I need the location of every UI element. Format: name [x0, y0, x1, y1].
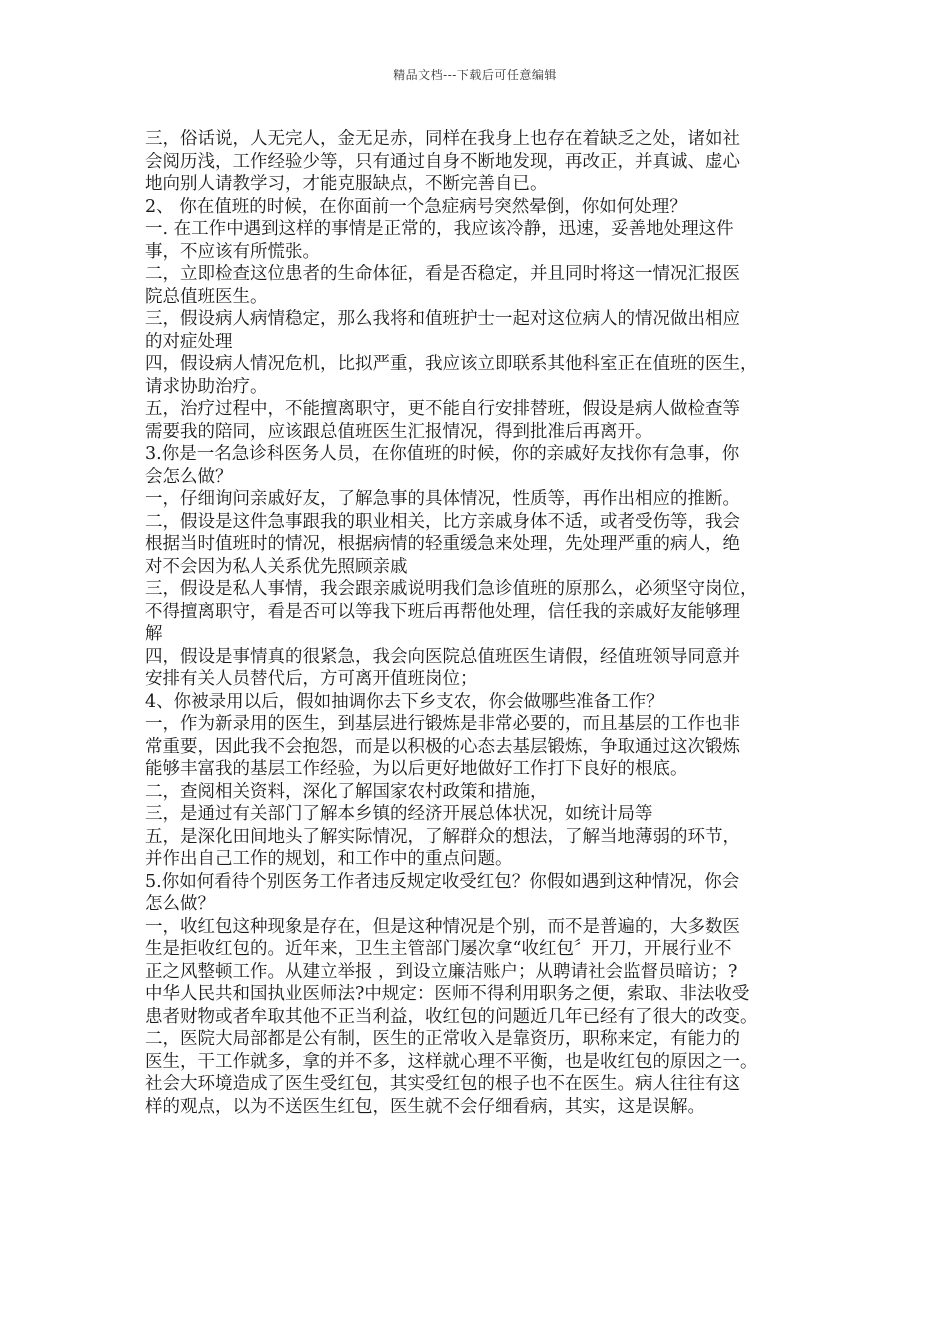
text-line: 请求协助治疗。: [145, 376, 268, 397]
text-line: 安排有关人员替代后，方可离开值班岗位；: [145, 669, 478, 689]
text-line: 会怎么做？: [145, 466, 233, 487]
text-line: 五，是深化田间地头了解实际情况，了解群众的想法，了解当地薄弱的环节，: [145, 826, 740, 847]
text-line: 根据当时值班时的情况，根据病情的轻重缓急来处理，先处理严重的病人，绝: [145, 534, 740, 554]
text-line: 并作出自己工作的规划，和工作中的重点问题。: [145, 849, 513, 869]
text-line: 会阅历浅，工作经验少等，只有通过自身不断地发现，再改正，并真诚、虚心: [145, 151, 740, 172]
text-line: 怎么做？: [145, 894, 215, 914]
text-line: 三，假设病人病情稳定，那么我将和值班护士一起对这位病人的情况做出相应: [145, 309, 740, 329]
text-line: 对不会因为私人关系优先照顾亲戚: [145, 556, 408, 577]
text-line: 社会大环境造成了医生受红包，其实受红包的根子也不在医生。病人往往有这: [145, 1074, 740, 1094]
text-line: 五，治疗过程中，不能擅离职守，更不能自行安排替班，假设是病人做检查等: [145, 399, 740, 419]
text-line: 一. 在工作中遇到这样的事情是正常的，我应该冷静，迅速，妥善地处理这件: [145, 219, 734, 239]
text-line: 二，立即检查这位患者的生命体征，看是否稳定，并且同时将这一情况汇报医: [145, 264, 740, 284]
text-line: 常重要，因此我不会抱怨，而是以积极的心态去基层锻炼，争取通过这次锻炼: [145, 736, 740, 757]
text-line: 5.你如何看待个别医务工作者违反规定收受红包？你假如遇到这种情况，你会: [145, 871, 740, 892]
text-line: 二，假设是这件急事跟我的职业相关，比方亲戚身体不适，或者受伤等，我会: [145, 511, 740, 532]
text-line: 二，医院大局部都是公有制，医生的正常收入是靠资历，职称来定，有能力的: [145, 1029, 740, 1049]
body-text: [145, 128, 825, 1118]
text-line: 事，不应该有所慌张。: [145, 241, 320, 262]
text-line: 一，仔细询问亲戚好友，了解急事的具体情况，性质等，再作出相应的推断。: [145, 489, 740, 509]
text-line: 的对症处理: [145, 331, 233, 352]
text-line: 2、 你在值班的时候，在你面前一个急症病号突然晕倒，你如何处理？: [145, 196, 687, 217]
text-line: 中华人民共和国执业医师法?中规定：医师不得利用职务之便，索取、非法收受: [145, 984, 750, 1004]
text-line: 生是拒收红包的。近年来，卫生主管部门屡次拿“收红包〞开刀，开展行业不: [145, 939, 732, 959]
text-line: 三，俗话说，人无完人，金无足赤，同样在我身上也存在着缺乏之处，诸如社: [145, 129, 740, 149]
text-line: 院总值班医生。: [145, 286, 268, 307]
text-line: 解: [145, 624, 163, 644]
text-line: 三，假设是私人事情，我会跟亲戚说明我们急诊值班的原那么，必须坚守岗位，: [145, 579, 758, 599]
text-line: 一，作为新录用的医生，到基层进行锻炼是非常必要的，而且基层的工作也非: [145, 714, 740, 734]
text-line: 二，查阅相关资料，深化了解国家农村政策和措施，: [145, 781, 548, 802]
text-line: 一，收红包这种现象是存在，但是这种情况是个别，而不是普遍的，大多数医: [145, 916, 740, 937]
text-line: 3.你是一名急诊科医务人员，在你值班的时候，你的亲戚好友找你有急事，你: [145, 444, 740, 464]
text-line: 四，假设病人情况危机，比拟严重，我应该立即联系其他科室正在值班的医生，: [145, 354, 758, 374]
text-line: 4、你被录用以后，假如抽调你去下乡支农，你会做哪些准备工作？: [145, 691, 664, 712]
page-header: 精品文档---下载后可任意编辑: [393, 68, 557, 82]
text-line: 不得擅离职守，看是否可以等我下班后再帮他处理，信任我的亲戚好友能够理: [145, 601, 740, 622]
text-line: 正之风整顿工作。从建立举报 ，到设立廉洁账户；从聘请社会监督员暗访；?: [145, 961, 738, 982]
text-line: 医生，干工作就多，拿的并不多，这样就心理不平衡，也是收红包的原因之一。: [145, 1051, 758, 1072]
text-line: 能够丰富我的基层工作经验，为以后更好地做好工作打下良好的根底。: [145, 759, 688, 779]
text-line: 地向别人请教学习，才能克服缺点，不断完善自已。: [145, 174, 548, 194]
text-line: 样的观点，以为不送医生红包，医生就不会仔细看病，其实，这是误解。: [145, 1096, 705, 1117]
text-line: 三，是通过有关部门了解本乡镇的经济开展总体状况，如统计局等: [145, 804, 653, 824]
text-line: 患者财物或者牟取其他不正当利益，收红包的问题近几年已经有了很大的改变。: [145, 1006, 758, 1027]
text-line: 需要我的陪同，应该跟总值班医生汇报情况，得到批准后再离开。: [145, 421, 653, 442]
text-line: 四，假设是事情真的很紧急，我会向医院总值班医生请假，经值班领导同意并: [145, 646, 740, 667]
